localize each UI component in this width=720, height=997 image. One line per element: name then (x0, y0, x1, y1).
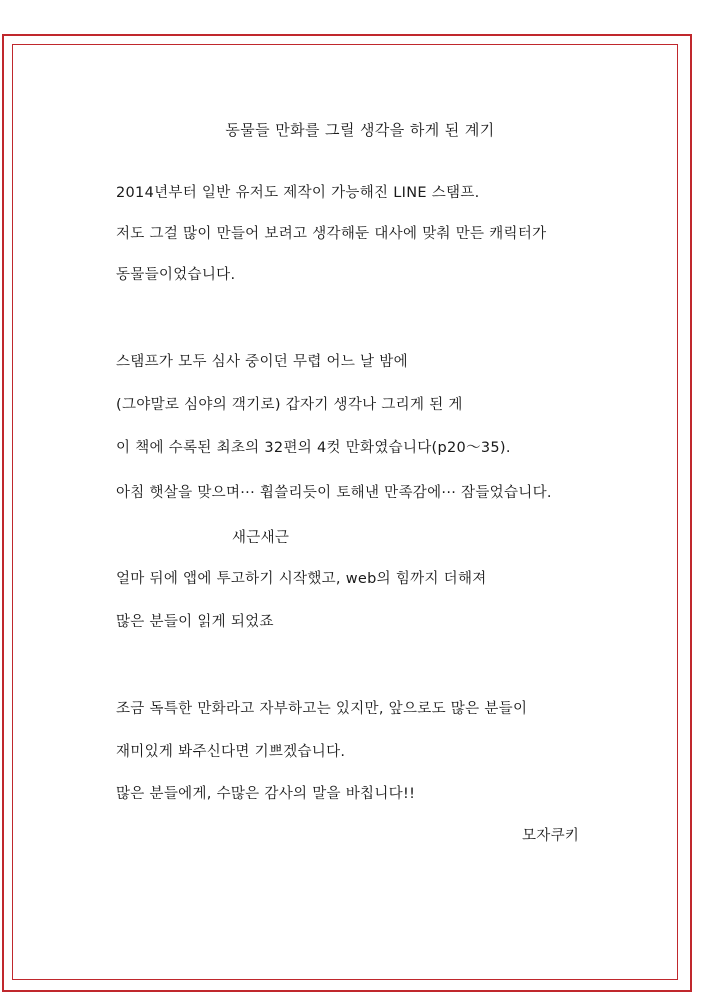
signature: 모자쿠키 (522, 828, 580, 844)
paragraph-2-line-2: (그야말로 심야의 객기로) 갑자기 생각나 그리게 된 게 (116, 397, 463, 413)
paragraph-4-line-3: 많은 분들에게, 수많은 감사의 말을 바칩니다!! (116, 786, 416, 802)
letter-title: 동물들 만화를 그릴 생각을 하게 된 계기 (225, 121, 495, 139)
paragraph-2-line-3: 이 책에 수록된 최초의 32편의 4컷 만화였습니다(p20～35). (116, 440, 511, 456)
paragraph-3-line-1: 얼마 뒤에 앱에 투고하기 시작했고, web의 힘까지 더해져 (116, 571, 487, 587)
paragraph-1-line-2: 저도 그걸 많이 만들어 보려고 생각해둔 대사에 맞춰 만든 캐릭터가 (116, 226, 547, 242)
paragraph-4-line-1: 조금 독특한 만화라고 자부하고는 있지만, 앞으로도 많은 분들이 (116, 701, 528, 717)
paragraph-3-line-2: 많은 분들이 읽게 되었죠 (116, 614, 274, 630)
paragraph-2-line-1: 스탬프가 모두 심사 중이던 무렵 어느 날 밤에 (116, 354, 408, 370)
paragraph-2-line-4: 아침 햇살을 맞으며··· 휩쓸리듯이 토해낸 만족감에··· 잠들었습니다. (116, 485, 552, 501)
paragraph-1-line-1: 2014년부터 일반 유저도 제작이 가능해진 LINE 스탬프. (116, 185, 480, 201)
paragraph-1-line-3: 동물들이었습니다. (116, 267, 236, 283)
aside-sleeping-sound: 새근새근 (232, 530, 290, 546)
paragraph-4-line-2: 재미있게 봐주신다면 기쁘겠습니다. (116, 744, 346, 760)
